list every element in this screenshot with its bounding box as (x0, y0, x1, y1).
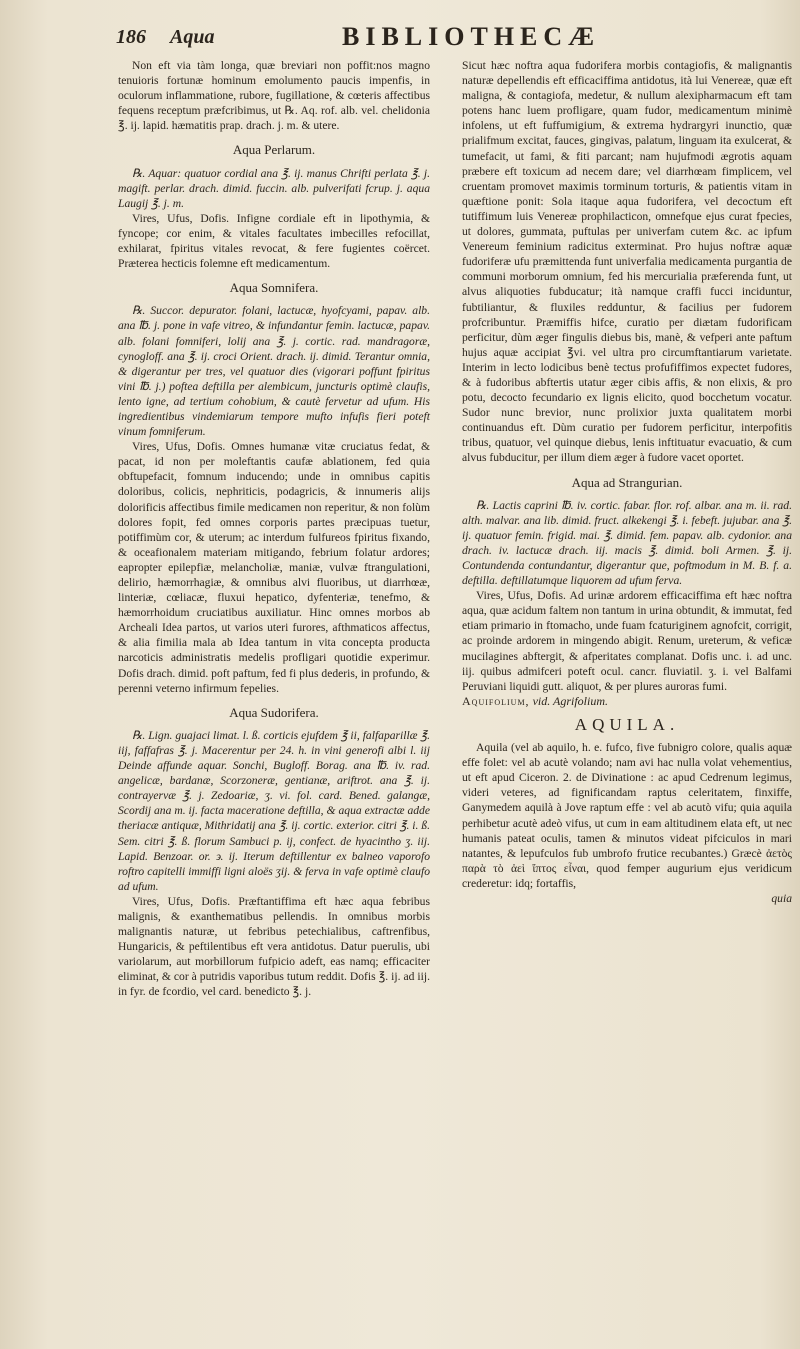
text-aquila: Aquila (vel ab aquilo, h. e. fufco, five fubnigro colore, qualis aquæ effe folet: vel ab acutè volando; nam avi hac nulla volat vehementius, ut eft apud Ciceron. 2. de Divinatione : ac apud Cedrenum legimus, videri veteres, ad fignificandam raptus celeritatem, finxiffe, Ganymedem aquilà à Jove raptum effe : vel ab acutò vifu; quia aquila perhibetur acutè adeò vifus, ut cum in eam altitudinem elata eft, ut nec humanis pateat oculis, tamen & minutos videat pifciculos in mari natantes, & lepufculos fub umbrofo frutice recubantes.) Græcè ἀετὸς παρὰ τὸ ἀεὶ ἴπτος εἶναι, quod femper augurium ejus veridicum crederetur: idq; fortaffis, (462, 741, 792, 890)
cross-reference (462, 694, 792, 709)
text-perlarum: Vires, Ufus, Dofis. Infigne cordiale eft in lipothymia, & fyncope; cor enim, & vitales facultates imbecilles refocillat, exhilarat, fpiritus vitales revocat, & fere fugientes coërcet. Præterea hecticis folemne eft medicamentum. (118, 211, 430, 271)
text-strangurian: Vires, Ufus, Dofis. Ad urinæ ardorem efficaciffima eft hæc noftra aqua, quæ acidum faltem non tantum in urina obtundit, & immutat, fed etiam primario in ftomacho, unde fuam fcaturiginem agnofcit, corrigit, ac proinde ardorem in mingendo abigit. Renum, ureterum, & veficæ mucilagines abftergit, & afperitates complanat. Dofis unc. i. ad unc. iij. quibus admifceri poteft ocul. cancr. fluviatil. ʒ. i. vel Balfami Peruviani liquidi gutt. aliquot, & per plures auroras fumi. (462, 589, 792, 693)
section-title-perlarum: Aqua Perlarum. (232, 142, 316, 158)
text-sudorifera: Vires, Ufus, Dofis. Præftantiffima eft hæc aqua febribus malignis, & exanthematibus pellendis. In omnibus morbis malignantis naturæ, ut febribus petechialibus, caftrenfibus, Hungaricis, & peftilentibus eft vera antidotus. Datur puerulis, ubi variolarum, aut morbillorum fufpicio adeft, eas namq; efficaciter eliminat, & cor à putridis vaporibus tutum reddit. Dofis ℥. ij. ad iij. in fyr. de fcordio, vel card. benedicto ℥. j. (118, 894, 430, 999)
continuation-paragraph: Sicut hæc noftra aqua fudorifera morbis contagiofis, & malignantis naturæ depellendis eft efficaciffima antidotus, ità lui Venereæ, quæ eft maligna, & contagiofa, medetur, & nullum alexipharmacum eft tam potens hanc luem profligare, quam fudor, medicamentum minimè infolens, ut eft fuffumigium, & extrema hydrargyri inunctio, quæ prialifmum excitat, fauces, gingivas, palatum, linguam ita exulcerat, & tumefacit, ut fami, & fiti parcant; nam hujufmodi ægrotis aquam præbere eft toxicum ad necem dare; vel diarrhœam fimplicem, vel cruentam promovet maximis torminum torturis, & patientis vitam in quæftione ponit: Sola itaque aqua fudorifera, vel decoctum eft tutiffimum luis Venereæ prophilacticon, omnefque ejus curat fpecies, ut dolores, gummata, puftulas per univerfam cutem &c. ac ipfum Venereum feminium radicitus exterminat. Pro hujus noftræ aquæ fudoriferæ ufu præmittenda funt univerfalia medicamenta purgantia de communi morborum omnium, fed his mercurialia præferenda funt, ut alvus aliquoties fubducatur; ità namque craffi fucci inciduntur, fubtiliantur, & fluxiles redduntur, & facilius per fudorem profcribuntur. Præmiffis hifce, curatio per diætam fudorificam perficitur, dùm æger fingulis diebus bis, manè, & vefperi ante paftum hujus aquæ accipiat ℥vi. vel ultra pro circumftantiarum varietate. Interim in lecto lodicibus benè tectus profufiffimos expectet fudores, & à fudoribus abftertis utatur æger cibis affis, & non elixis, & pro potu, decocto fecundario ex lignis elicito, quod bocchetum vocatur. Sudor nunc brevior, nunc prolixior juxta qualitatem morbi continuandus eft. Dùm curatio per fudorem perficitur, interpofitis tribus, quatuor, vel quinque diebus, lenis inftituatur evacuatio, & cum alvus fubducitur, per illum diem æger à fudore vacet oportet. (462, 59, 792, 465)
page-number: 186 (116, 26, 146, 48)
recipe-somnifera: ℞. Succor. depurator. folani, lactucæ, hyofcyami, papav. alb. ana ℔. j. pone in vafe vitreo, & infundantur femin. lactucæ, papav. alb. folani fomniferi, lolij ana ℥. j. cortic. rad. mandragoræ, cynogloff. ana ℥. ij. croci Orient. drach. ij. dimid. Terantur omnia, & digerantur per tres, vel quatuor dies (vigorari poffunt fpiritus vini ℔. j.) poftea deftilla per alembicum, juncturis optimè claufis, lento igne, ad tertium cohobium, & cautè fervetur ad ufum. His ingredientibus vindemiarum tempore mufto infufis fieri poteft vinum fomniferum. (118, 304, 430, 439)
cross-reference-target: vid. Agrifolium. (532, 693, 609, 708)
recipe-strangurian: ℞. Lactis caprini ℔. iv. cortic. fabar. flor. rof. albar. ana m. ii. rad. alth. malvar. ana lib. dimid. fruct. alkekengi ℥. i. febeft. jujubar. ana ℥. ij. quatuor femin. frigid. mai. ℥. dimid. fem. papav. alb. cydonior. ana drach. iv. lactucæ drach. iij. macis ℥. dimid. boli Armen. ℥. ij. Contundenda contundantur, digerantur que, poftmodum in M. B. f. a. deftilla. deftillatumque liquorem ad ufum ferva. (462, 498, 792, 588)
entry-title-aquila: AQUILA. (574, 714, 680, 734)
cross-reference-head: Aquifolium, (462, 693, 530, 708)
left-column (118, 58, 430, 1000)
running-title: BIBLIOTHECÆ (342, 22, 601, 51)
intro-paragraph: Non eft via tàm longa, quæ breviari non poffit:nos magno tenuioris fortunæ hominum emolumento paucis impenfis, in oculorum inflammatione, rubore, fugillatione, & cœteris affectibus fequens receptum præfcribimus, ut ℞. Aq. rof. alb. vel. chelidonia ℥. ij. lapid. hæmatitis prap. drach. j. m. & utere. (118, 59, 430, 133)
page-header (116, 22, 790, 56)
section-title-strangurian: Aqua ad Strangurian. (571, 474, 683, 490)
text-somnifera: Vires, Ufus, Dofis. Omnes humanæ vitæ cruciatus fedat, & pacat, id non per moleftantis caufæ ablationem, fed quia obftupefacit, fomnum inducendo; unde in omnibus capitis doloribus, colicis, nephriticis, podagricis, & innumeris alijs dolorificis affectibus fimile medicamen non reperitur, & non folùm dolores fopit, fed omnes corporis partes præcipuas tuetur, potiffimùm cor, & uterum; ac interdum fulfureos fpiritus fixando, & oceafionalem materiam mitigando, febrium folatur ardores; eapropter epilepfiæ, melancholiæ, maniæ, vulvæ ftrangulationi, delirio, hæmorrhagiæ, & omnibus alvi fluoribus, ut diarrhœæ, linteriæ, cœliacæ, fluxui hepatico, dyfenteriæ, tenefmo, & hæmorrhoidum cruciatibus auxiliatur. Hinc omnes morbos ab Archeali Idea partos, ut varios uteri furores, afthmaticos affectus, & alia fimilia mala ab Idea tantum in vita concepta producta narcoticis administratis medelis profligari quotidie experimur. Dofis drach. dimid. poft paftum, fed fi plus dederis, in profundo, & perenni veterno infirmum fepelies. (118, 440, 430, 695)
section-title-somnifera: Aqua Somnifera. (229, 280, 319, 296)
header-catchword: Aqua (170, 26, 215, 48)
catchword: quia (771, 891, 792, 905)
section-title-sudorifera: Aqua Sudorifera. (229, 704, 319, 720)
right-column (462, 58, 792, 906)
recipe-sudorifera: ℞. Lign. guajaci limat. l. ß. corticis ejufdem ℥ ii, falfaparillæ ℥. iij, faffafras ℥. j. Macerentur per 24. h. in vini generofi albi l. iij Deinde affunde aquar. Sonchi, Bugloff. Borag. ana ℔. iv. rad. angelicæ, bardanæ, Scorzoneræ, gentianæ, ariftrot. ana ℥. ij. contrayervæ ℥. j. Zedoariæ, ʒ. vi. fol. card. Bened. galangæ, Scordij ana m. ij. facta maceratione deftilla, & aqua extractæ adde theriacæ antiquæ, Mithridatij ana ℥. ij. cortic. exterior. citri ℥. i. ß. Sem. citri ℥. ß. florum Sambuci p. ij, confect. de hyacintho ʒ. iij. Lapid. Benzoar. or. ϶. ij. Iterum deftillentur ex balneo vaporofo roftro capitelli immiffi ligni aloës ʒij. & ferva in vafe optimè claufo ad ufum. (118, 728, 430, 893)
recipe-perlarum: ℞. Aquar: quatuor cordial ana ℥. ij. manus Chrifti perlata ℥. j. magift. perlar. drach. dimid. fuccin. alb. pulverifati fcrup. j. aqua Laugij ℥. j. m. (118, 166, 430, 210)
